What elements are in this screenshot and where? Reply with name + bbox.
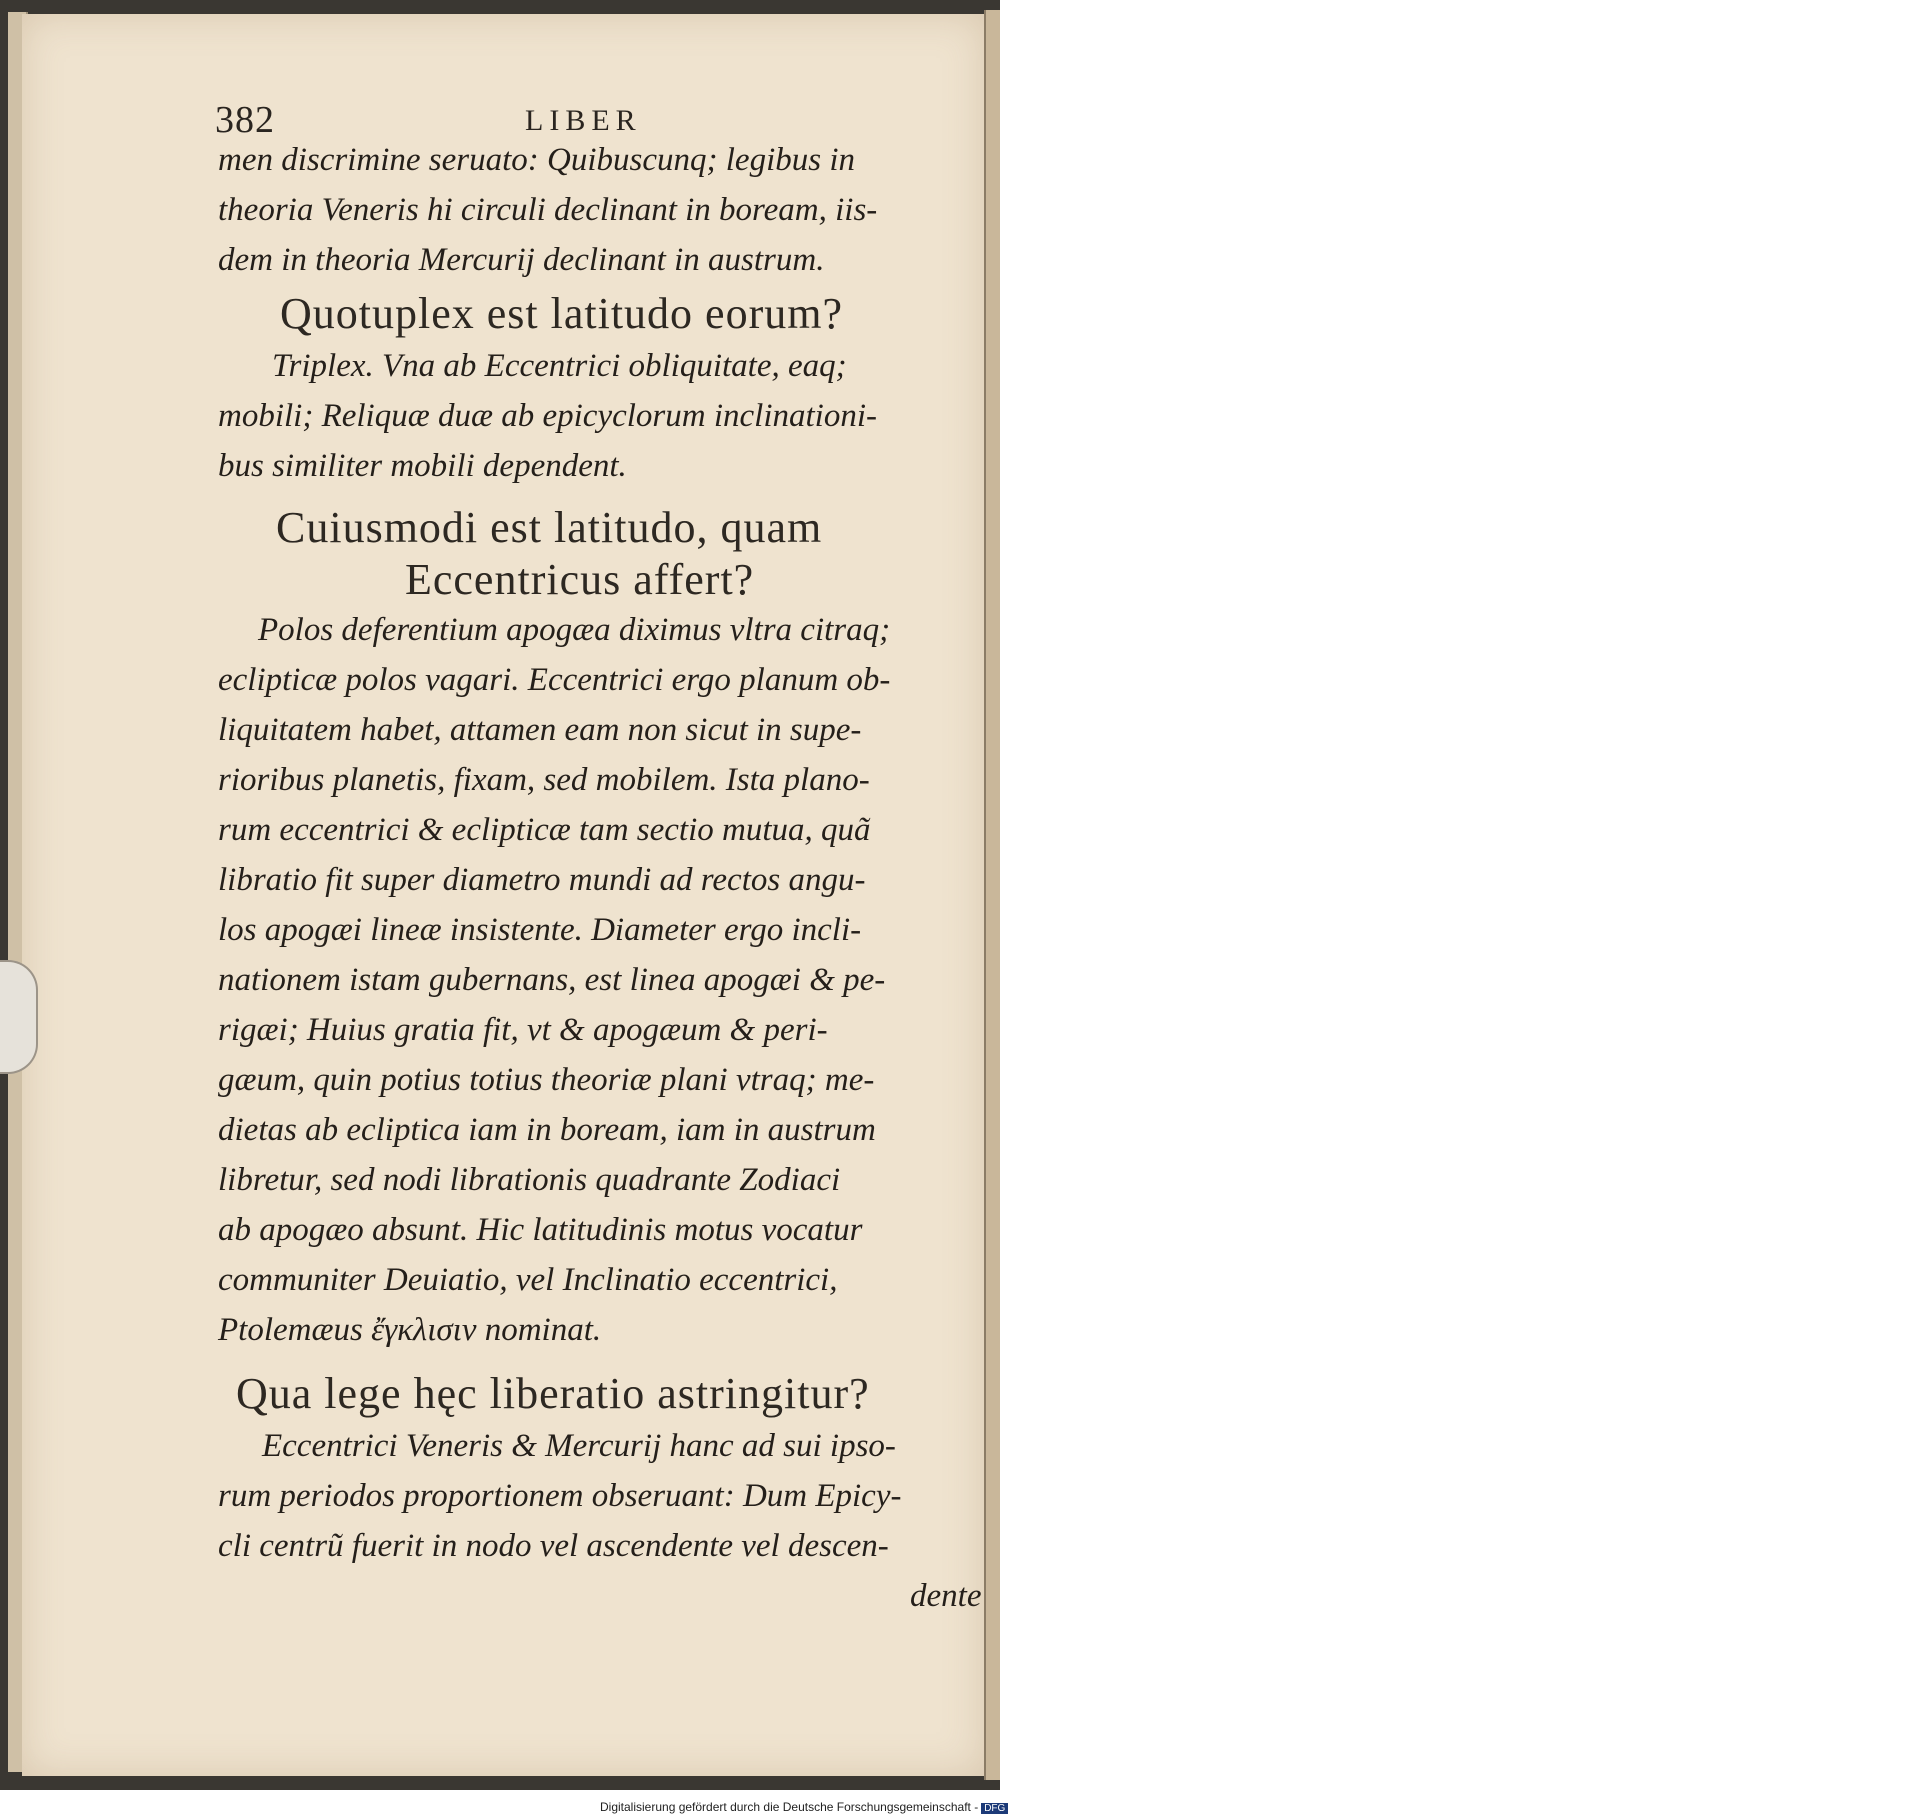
text-line: mobili; Reliquæ duæ ab epicyclorum inclinationi- [218,398,877,434]
page-number: 382 [215,99,275,141]
question-heading: Qua lege hęc liberatio astringitur? [236,1369,870,1418]
text-line: gæum, quin potius totius theoriæ plani vtraq; me- [218,1062,875,1098]
credit-text: Digitalisierung gefördert durch die Deutsche Forschungsgemeinschaft - [600,1800,979,1814]
text-line: dem in theoria Mercurij declinant in austrum. [218,242,825,278]
question-heading: Cuiusmodi est latitudo, quam [276,503,823,552]
text-line: nationem istam gubernans, est linea apogæi & pe- [218,962,886,998]
text-line: Polos deferentium apogæa diximus vltra citraq; [258,612,891,648]
text-line: bus similiter mobili dependent. [218,448,627,484]
text-line: los apogæi lineæ insistente. Diameter ergo incli- [218,912,862,948]
dfg-logo: DFG [981,1803,1008,1814]
text-line: rum eccentrici & eclipticæ tam sectio mutua, quã [218,812,871,848]
text-line: ab apogæo absunt. Hic latitudinis motus vocatur [218,1212,863,1248]
text-line: rigæi; Huius gratia fit, vt & apogæum & peri- [218,1012,828,1048]
text-line: Eccentrici Veneris & Mercurij hanc ad sui ipso- [262,1428,896,1464]
text-line: Triplex. Vna ab Eccentrici obliquitate, eaq; [272,348,847,384]
question-heading: Quotuplex est latitudo eorum? [280,289,843,338]
text-line: dietas ab ecliptica iam in boream, iam in austrum [218,1112,876,1148]
question-heading: Eccentricus affert? [405,555,755,604]
text-line: communiter Deuiatio, vel Inclinatio eccentrici, [218,1262,838,1298]
page-header [215,98,905,148]
text-line: rum periodos proportionem obseruant: Dum Epicy- [218,1478,902,1514]
text-line: libretur, sed nodi librationis quadrante Zodiaci [218,1162,841,1198]
running-head: LIBER [525,104,642,137]
digitization-credit [600,1800,1008,1814]
text-line: rioribus planetis, fixam, sed mobilem. Ista plano- [218,762,870,798]
text-line: Ptolemæus ἔγκλισιν nominat. [218,1312,602,1348]
text-line: libratio fit super diametro mundi ad rectos angu- [218,862,866,898]
catchword: dente [910,1578,982,1614]
text-line: eclipticæ polos vagari. Eccentrici ergo planum ob- [218,662,891,698]
text-line: theoria Veneris hi circuli declinant in boream, iis- [218,192,878,228]
book-clip [0,960,38,1074]
text-line: cli centrũ fuerit in nodo vel ascendente vel descen- [218,1528,889,1564]
text-line: men discrimine seruato: Quibuscunq; legibus in [218,142,856,178]
text-line: liquitatem habet, attamen eam non sicut in supe- [218,712,862,748]
